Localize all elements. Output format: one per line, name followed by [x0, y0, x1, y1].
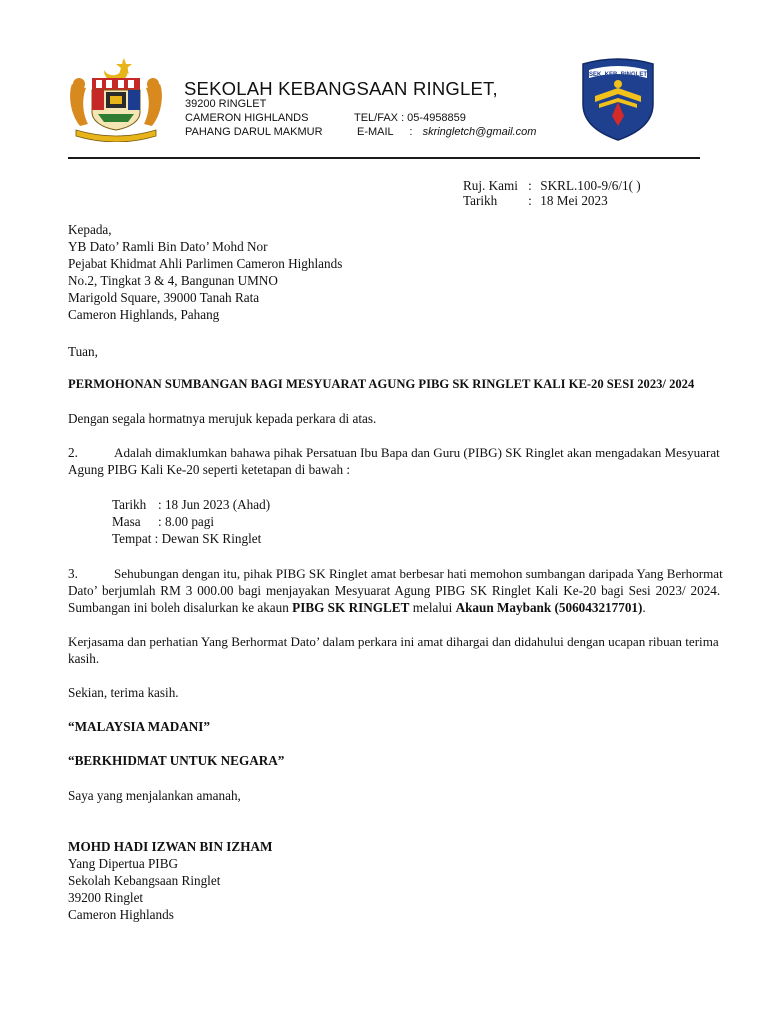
address-line-2: CAMERON HIGHLANDS [185, 112, 309, 124]
recipient-line: Marigold Square, 39000 Tanah Rata [68, 290, 260, 305]
address-line-3: PAHANG DARUL MAKMUR [185, 126, 323, 138]
school-logo-icon [577, 54, 659, 142]
signatory-address: 39200 Ringlet [68, 890, 144, 905]
paragraph-number: 2. [68, 445, 78, 460]
recipient-line: Cameron Highlands, Pahang [68, 307, 220, 322]
email-label: E-MAIL [357, 126, 394, 138]
school-name: SEKOLAH KEBANGSAAN RINGLET, [184, 78, 498, 99]
svg-text:SEK. KEB. RINGLET: SEK. KEB. RINGLET [588, 72, 648, 78]
header-divider [68, 157, 700, 159]
account-name: PIBG SK RINGLET [292, 600, 410, 615]
salutation: Tuan, [68, 344, 98, 359]
paragraph-3-line-1: Sehubungan dengan itu, pihak PIBG SK Ringlet amat berbesar hati memohon sumbangan daripada Yang Berhormat [114, 566, 723, 581]
paragraph-3-line-2: Dato’ berjumlah RM 3 000.00 bagi menjayakan Mesyuarat Agung PIBG SK Ringlet Kali Ke-20 bagi Sesi 2023/ 2024. [68, 583, 721, 598]
recipient-line: Pejabat Khidmat Ahli Parlimen Cameron Highlands [68, 256, 343, 271]
paragraph-2-line-1: Adalah dimaklumkan bahawa pihak Persatuan Ibu Bapa dan Guru (PIBG) SK Ringlet akan mengadakan Mesyuarat [114, 445, 720, 460]
ruj-label: Ruj. Kami [463, 178, 518, 193]
closing: Sekian, terima kasih. [68, 685, 179, 700]
event-venue-row: Tempat : Dewan SK Ringlet [112, 531, 262, 546]
signatory-address: Cameron Highlands [68, 907, 174, 922]
paragraph-number: 3. [68, 566, 78, 581]
trust-line: Saya yang menjalankan amanah, [68, 788, 241, 803]
signature-block [68, 838, 272, 923]
tarikh-value: 18 Mei 2023 [540, 193, 608, 208]
event-time-row: Masa : 8.00 pagi [112, 514, 215, 529]
subject-line: PERMOHONAN SUMBANGAN BAGI MESYUARAT AGUNG PIBG SK RINGLET KALI KE-20 SESI 2023/ 2024 [68, 377, 695, 391]
signatory-name: MOHD HADI IZWAN BIN IZHAM [68, 839, 273, 854]
paragraph-4-line-1: Kerjasama dan perhatian Yang Berhormat Dato’ dalam perkara ini amat dihargai dan didahului dengan ucapan ribuan terima [68, 634, 719, 649]
recipient-block [68, 221, 342, 323]
email-separator: : [409, 126, 413, 138]
paragraph-2-line-2: Agung PIBG Kali Ke-20 seperti ketetapan di bawah : [68, 462, 350, 477]
email-address: skringletch@gmail.com [422, 126, 537, 138]
recipient-line: Kepada, [68, 222, 112, 237]
address-line-1: 39200 RINGLET [185, 98, 267, 110]
tel-fax: TEL/FAX : 05-4958859 [354, 112, 466, 124]
paragraph-4-line-2: kasih. [68, 651, 100, 666]
email-row [357, 126, 536, 138]
signatory-org: Sekolah Kebangsaan Ringlet [68, 873, 221, 888]
paragraph-3-line-3: Sumbangan ini boleh disalurkan ke akaun PIBG SK RINGLET melalui Akaun Maybank (506043217701). [68, 600, 646, 615]
coat-of-arms-icon [66, 54, 166, 142]
signatory-title: Yang Dipertua PIBG [68, 856, 179, 871]
ruj-value: SKRL.100-9/6/1( ) [540, 178, 641, 193]
recipient-line: No.2, Tingkat 3 & 4, Bangunan UMNO [68, 273, 278, 288]
reference-row: Ruj. Kami : SKRL.100-9/6/1( ) [463, 178, 641, 193]
tarikh-label: Tarikh [463, 193, 498, 208]
event-details [112, 496, 270, 547]
date-row: Tarikh : 18 Mei 2023 [463, 193, 608, 208]
bank-account: Akaun Maybank (506043217701) [455, 600, 643, 615]
intro-paragraph: Dengan segala hormatnya merujuk kepada perkara di atas. [68, 411, 377, 426]
slogan-1: “MALAYSIA MADANI” [68, 719, 211, 734]
event-date-row: Tarikh : 18 Jun 2023 (Ahad) [112, 497, 271, 512]
recipient-line: YB Dato’ Ramli Bin Dato’ Mohd Nor [68, 239, 268, 254]
slogan-2: “BERKHIDMAT UNTUK NEGARA” [68, 753, 285, 768]
